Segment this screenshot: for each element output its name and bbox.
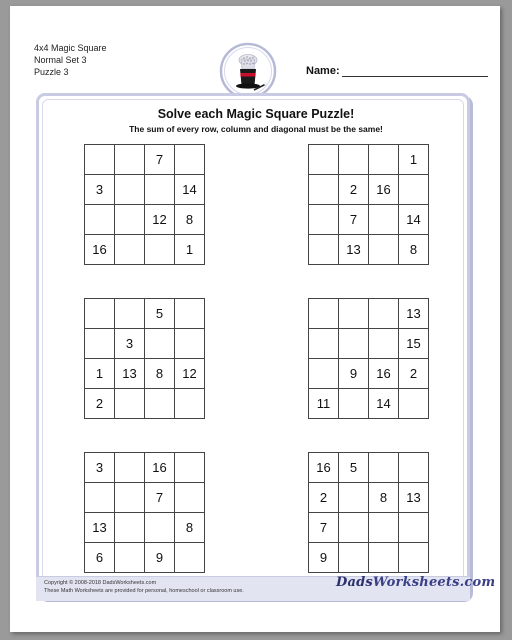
name-field[interactable] — [306, 64, 488, 77]
puzzle-cell[interactable]: 9 — [339, 359, 369, 389]
puzzle-cell[interactable]: 2 — [85, 389, 115, 419]
puzzle-cell[interactable]: 12 — [175, 359, 205, 389]
puzzle-cell[interactable] — [85, 205, 115, 235]
puzzle-cell[interactable] — [339, 299, 369, 329]
puzzle-cell[interactable]: 3 — [85, 453, 115, 483]
puzzle-cell[interactable] — [339, 513, 369, 543]
puzzle-cell[interactable] — [399, 453, 429, 483]
puzzle-cell[interactable] — [85, 483, 115, 513]
puzzle-cell[interactable]: 3 — [85, 175, 115, 205]
puzzle-cell[interactable]: 16 — [309, 453, 339, 483]
puzzle-cell[interactable] — [115, 513, 145, 543]
instructions-subtitle: The sum of every row, column and diagonal must be the same! — [129, 124, 383, 134]
magic-square-puzzle-6 — [308, 452, 429, 573]
puzzle-cell[interactable]: 1 — [399, 145, 429, 175]
puzzle-cell[interactable] — [115, 145, 145, 175]
puzzle-cell[interactable]: 5 — [145, 299, 175, 329]
puzzle-cell[interactable] — [85, 329, 115, 359]
magic-square-puzzle-2 — [308, 144, 429, 265]
copyright-text: Copyright © 2008-2018 DadsWorksheets.com — [44, 580, 157, 586]
puzzle-cell[interactable] — [115, 543, 145, 573]
puzzle-cell[interactable]: 8 — [175, 513, 205, 543]
puzzle-cell[interactable] — [115, 299, 145, 329]
magic-hat-icon — [219, 42, 277, 100]
brand-logo-prefix: Dads — [336, 575, 373, 590]
puzzle-cell[interactable] — [339, 483, 369, 513]
puzzle-cell[interactable]: 13 — [115, 359, 145, 389]
magic-square-puzzle-5 — [84, 452, 205, 573]
puzzle-cell[interactable]: 13 — [339, 235, 369, 265]
puzzle-cell[interactable] — [175, 453, 205, 483]
puzzle-cell[interactable]: 6 — [85, 543, 115, 573]
puzzle-cell[interactable] — [399, 175, 429, 205]
puzzle-cell[interactable]: 13 — [399, 483, 429, 513]
puzzle-cell[interactable]: 16 — [145, 453, 175, 483]
puzzle-cell[interactable] — [339, 145, 369, 175]
puzzle-cell[interactable]: 13 — [85, 513, 115, 543]
puzzle-cell[interactable]: 8 — [145, 359, 175, 389]
puzzle-cell[interactable] — [369, 543, 399, 573]
puzzle-cell[interactable] — [85, 299, 115, 329]
puzzle-cell[interactable] — [175, 483, 205, 513]
puzzle-cell[interactable] — [85, 145, 115, 175]
puzzle-cell[interactable] — [309, 359, 339, 389]
puzzle-cell[interactable]: 14 — [399, 205, 429, 235]
puzzle-cell[interactable] — [175, 299, 205, 329]
puzzle-cell[interactable] — [369, 145, 399, 175]
puzzle-cell[interactable]: 7 — [145, 145, 175, 175]
puzzle-cell[interactable]: 5 — [339, 453, 369, 483]
puzzle-cell[interactable] — [115, 483, 145, 513]
magic-square-puzzle-3 — [84, 298, 205, 419]
puzzle-cell[interactable]: 3 — [115, 329, 145, 359]
puzzle-cell[interactable]: 16 — [85, 235, 115, 265]
puzzle-cell[interactable] — [309, 235, 339, 265]
puzzle-cell[interactable] — [115, 389, 145, 419]
puzzle-cell[interactable] — [115, 205, 145, 235]
brand-logo — [336, 575, 495, 590]
puzzle-cell[interactable]: 8 — [369, 483, 399, 513]
puzzle-cell[interactable] — [309, 205, 339, 235]
puzzle-cell[interactable]: 8 — [399, 235, 429, 265]
brand-logo-suffix: Worksheets.com — [372, 575, 496, 590]
name-label: Name: — [306, 65, 340, 77]
puzzle-cell[interactable] — [115, 175, 145, 205]
puzzle-cell[interactable] — [309, 329, 339, 359]
puzzle-cell[interactable]: 15 — [399, 329, 429, 359]
puzzle-cell[interactable] — [145, 389, 175, 419]
magic-square-puzzle-1 — [84, 144, 205, 265]
puzzle-cell[interactable]: 2 — [399, 359, 429, 389]
puzzle-cell[interactable] — [175, 543, 205, 573]
puzzle-cell[interactable] — [309, 145, 339, 175]
puzzle-cell[interactable] — [145, 329, 175, 359]
puzzle-cell[interactable] — [115, 235, 145, 265]
puzzle-cell[interactable] — [369, 329, 399, 359]
magic-square-puzzle-4 — [308, 298, 429, 419]
usage-notice: These Math Worksheets are provided for personal, homeschool or classroom use. — [44, 588, 244, 594]
puzzle-cell[interactable] — [369, 205, 399, 235]
puzzle-cell[interactable]: 2 — [309, 483, 339, 513]
worksheet-set: Normal Set 3 — [34, 55, 87, 65]
puzzle-cell[interactable] — [339, 329, 369, 359]
puzzle-cell[interactable]: 14 — [369, 389, 399, 419]
puzzle-cell[interactable] — [399, 389, 429, 419]
puzzle-cell[interactable] — [309, 299, 339, 329]
puzzle-cell[interactable]: 11 — [309, 389, 339, 419]
puzzle-cell[interactable] — [145, 175, 175, 205]
puzzle-cell[interactable]: 14 — [175, 175, 205, 205]
puzzle-cell[interactable]: 1 — [85, 359, 115, 389]
puzzle-cell[interactable]: 7 — [145, 483, 175, 513]
name-line[interactable] — [342, 64, 488, 77]
puzzle-cell[interactable] — [369, 453, 399, 483]
puzzle-cell[interactable] — [399, 513, 429, 543]
instructions-title: Solve each Magic Square Puzzle! — [157, 107, 355, 121]
puzzle-cell[interactable] — [369, 513, 399, 543]
worksheet-type: 4x4 Magic Square — [34, 43, 107, 53]
puzzle-cell[interactable] — [145, 513, 175, 543]
puzzle-cell[interactable] — [175, 389, 205, 419]
puzzle-cell[interactable]: 9 — [145, 543, 175, 573]
puzzle-cell[interactable] — [399, 543, 429, 573]
puzzle-cell[interactable]: 1 — [175, 235, 205, 265]
puzzle-cell[interactable]: 2 — [339, 175, 369, 205]
puzzle-cell[interactable]: 12 — [145, 205, 175, 235]
puzzle-cell[interactable] — [115, 453, 145, 483]
puzzle-cell[interactable] — [175, 145, 205, 175]
puzzle-cell[interactable] — [175, 329, 205, 359]
puzzle-cell[interactable]: 8 — [175, 205, 205, 235]
puzzle-cell[interactable]: 9 — [309, 543, 339, 573]
puzzle-cell[interactable] — [339, 543, 369, 573]
puzzle-cell[interactable]: 7 — [309, 513, 339, 543]
worksheet-puzzle-number: Puzzle 3 — [34, 67, 69, 77]
puzzle-cell[interactable] — [339, 389, 369, 419]
puzzle-cell[interactable]: 7 — [339, 205, 369, 235]
puzzle-cell[interactable]: 16 — [369, 359, 399, 389]
puzzle-cell[interactable] — [309, 175, 339, 205]
puzzle-cell[interactable]: 16 — [369, 175, 399, 205]
puzzle-cell[interactable] — [369, 299, 399, 329]
puzzle-cell[interactable] — [369, 235, 399, 265]
puzzle-cell[interactable]: 13 — [399, 299, 429, 329]
worksheet-header-info — [34, 42, 107, 78]
puzzle-cell[interactable] — [145, 235, 175, 265]
